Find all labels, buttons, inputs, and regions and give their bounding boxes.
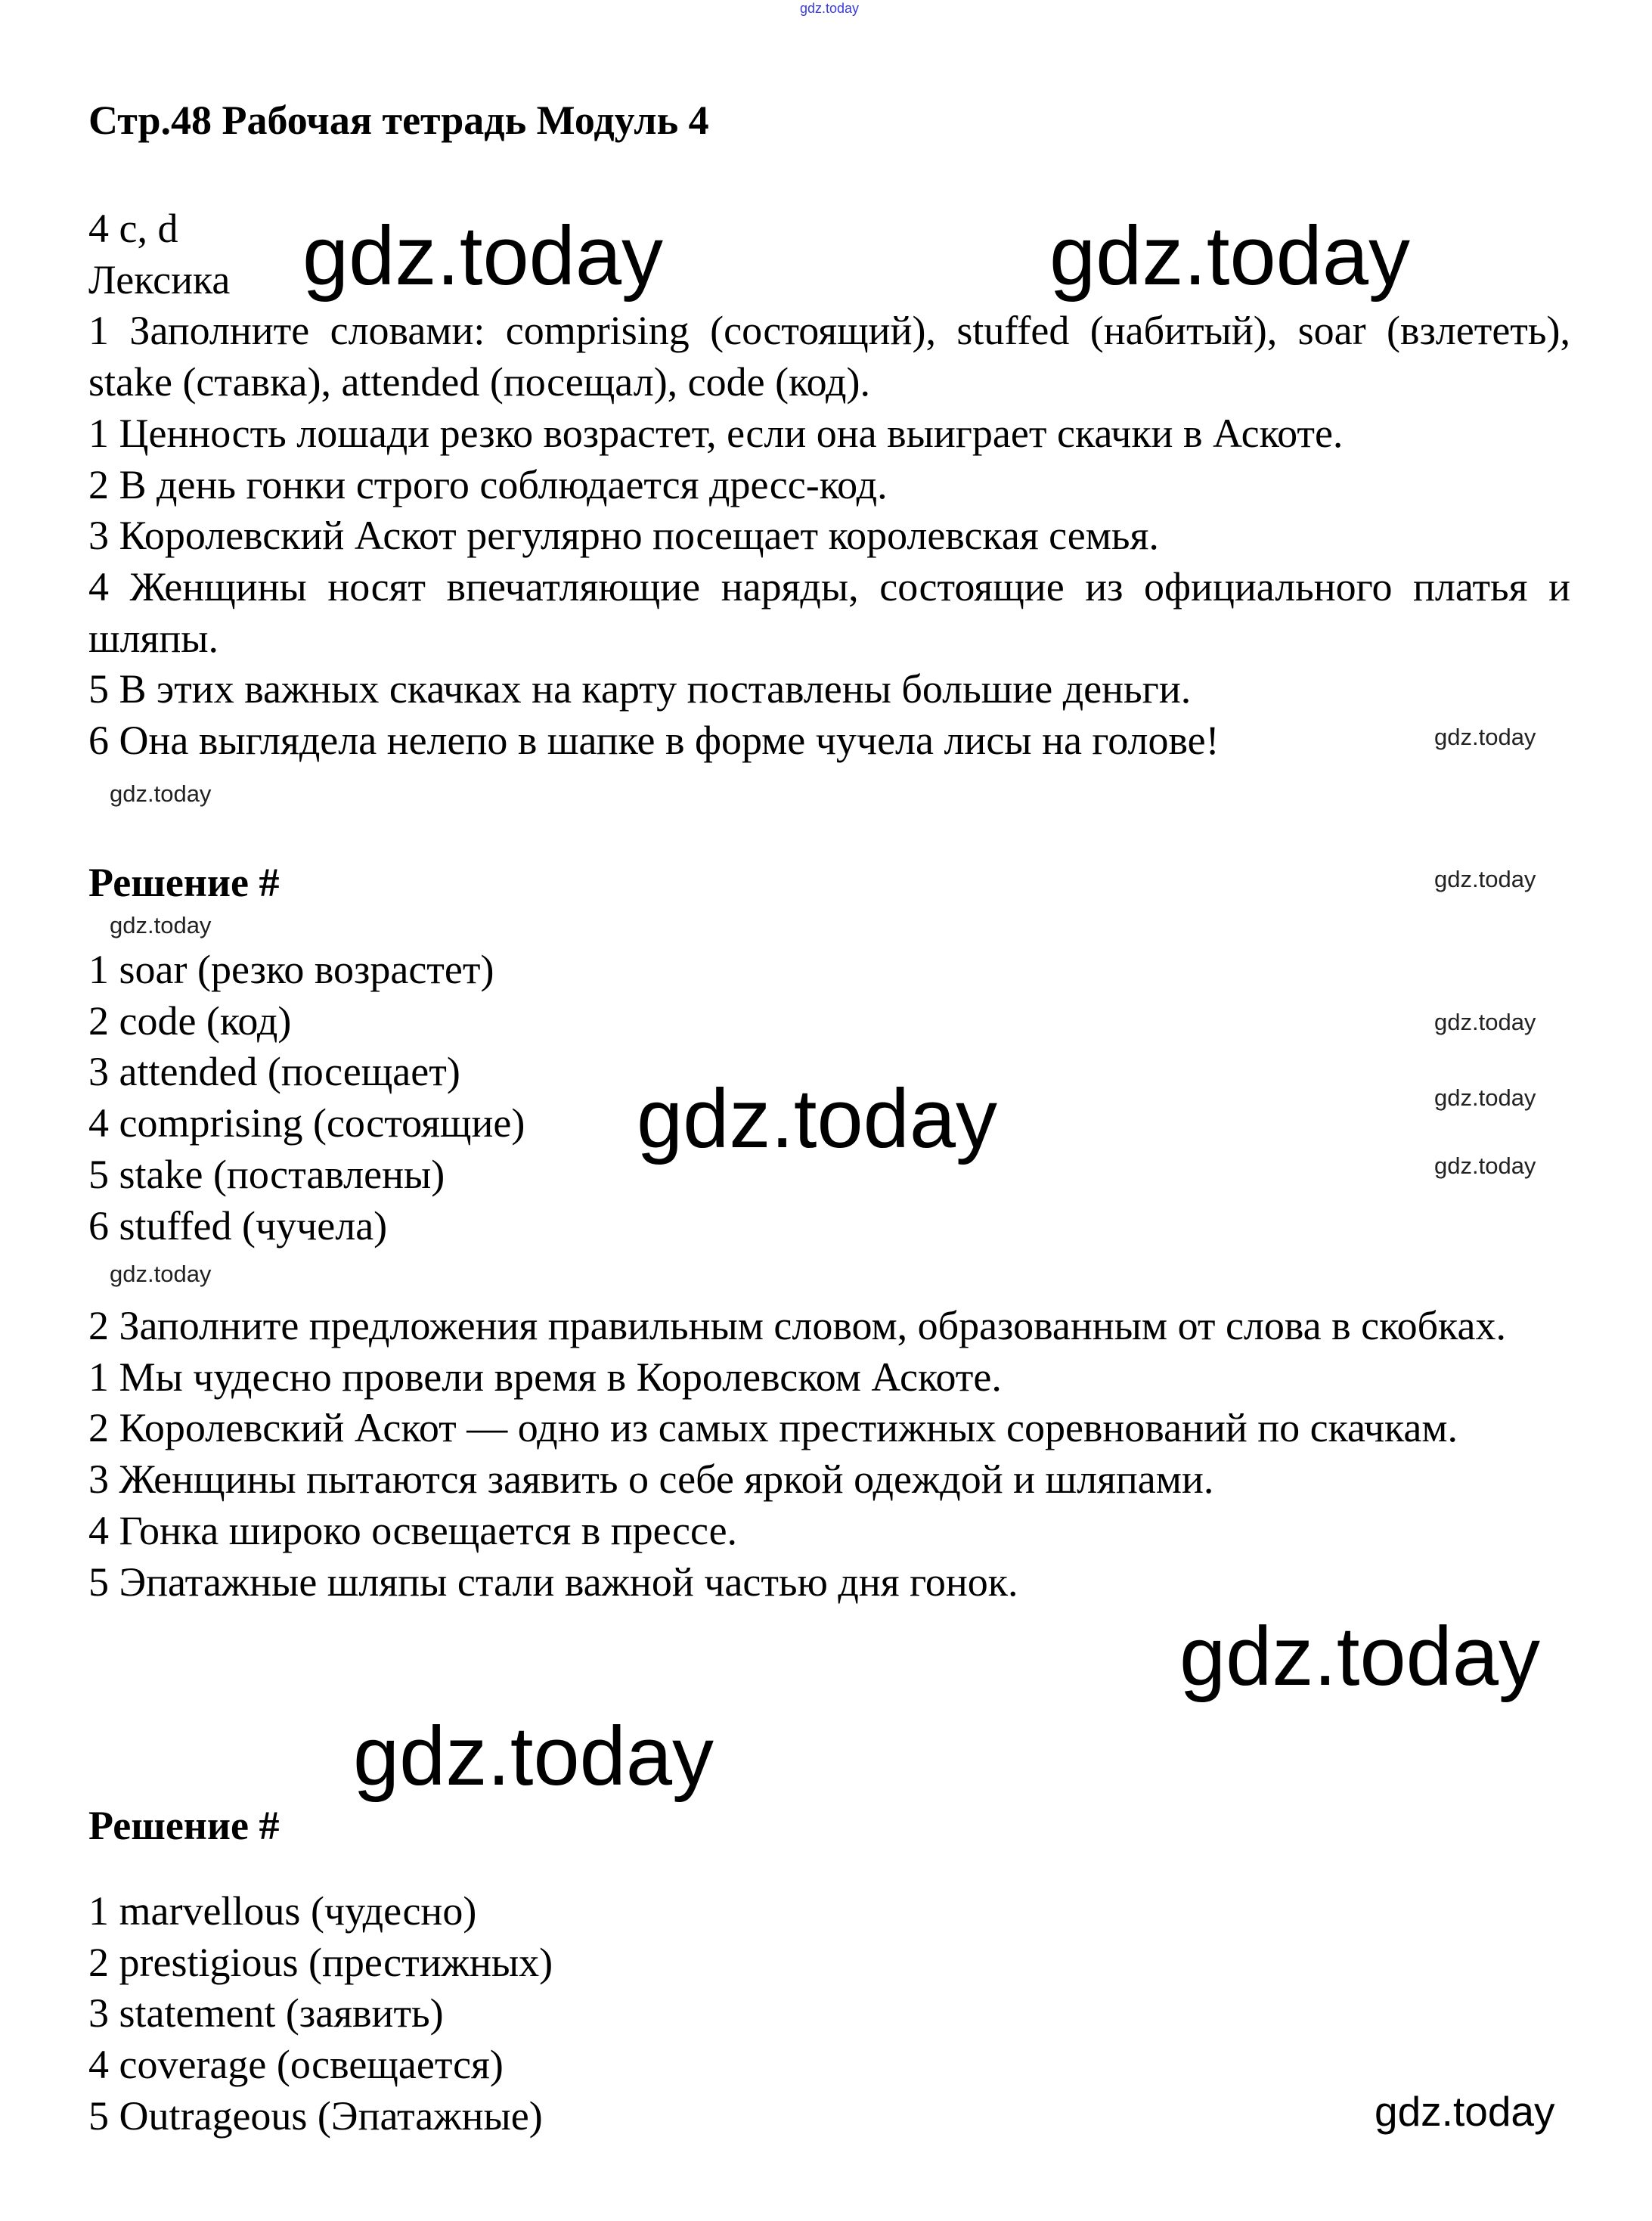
task2-instruction: 2 Заполните предложения правильным словом, образованным от слова в скобках. [88,1303,1506,1348]
task2-answers [88,1886,1570,2142]
section-label: 4 c, d [88,206,178,251]
answer-item: 3 attended (посещает) [88,1049,460,1095]
watermark: gdz.today [1179,1610,1541,1703]
watermark-top: gdz.today [800,1,860,16]
task1-instruction: 1 Заполните словами: comprising (состоящий), stuffed (набитый), soar (взлететь), stake (ставка), attended (посещал), code (код). [88,308,1570,405]
answer-item: 3 statement (заявить) [88,1990,444,2036]
task1-item: 3 Королевский Аскот регулярно посещает королевская семья. [88,513,1159,559]
watermark: gdz.today [353,1710,714,1803]
answer-item: 6 stuffed (чучела) [88,1202,388,1249]
answer-item: 5 Outrageous (Эпатажные) [88,2092,543,2139]
task1-item: 2 В день гонки строго соблюдается дресс-код. [88,461,888,507]
answer-item: 5 stake (поставлены) [88,1151,445,1197]
watermark: gdz.today [110,780,212,807]
task2-item: 3 Женщины пытаются заявить о себе яркой одеждой и шляпами. [88,1456,1214,1503]
watermark: gdz.today [637,1072,998,1165]
answer-item: 1 soar (резко возрастет) [88,947,494,992]
task2-block [88,1301,1570,1608]
page-title: Стр.48 Рабочая тетрадь Модуль 4 [88,98,709,143]
task1-item: 6 Она выглядела нелепо в шапке в форме чучела лисы на голове! [88,718,1220,764]
solution2-heading: Решение # [88,1803,280,1848]
watermark: gdz.today [1434,724,1536,750]
task1-item: 5 В этих важных скачках на карту поставлены большие деньги. [88,666,1192,712]
watermark: gdz.today [1434,1009,1536,1035]
answer-item: 2 code (код) [88,997,292,1044]
task2-item: 5 Эпатажные шляпы стали важной частью дня гонок. [88,1559,1018,1605]
solution1-heading: Решение # [88,860,280,905]
answer-item: 4 comprising (состоящие) [88,1100,525,1146]
answer-item: 2 prestigious (престижных) [88,1939,553,1985]
task2-item: 4 Гонка широко освещается в прессе. [88,1507,738,1553]
task2-item: 2 Королевский Аскот — одно из самых престижных соревнований по скачкам. [88,1405,1458,1451]
task1-item: 1 Ценность лошади резко возрастет, если она выиграет скачки в Аскоте. [88,410,1344,456]
watermark: gdz.today [302,209,664,302]
answer-item: 1 marvellous (чудесно) [88,1888,477,1934]
topic-label: Лексика [88,256,231,302]
watermark: gdz.today [110,1261,212,1287]
watermark: gdz.today [1049,209,1411,302]
watermark: gdz.today [1434,1084,1536,1111]
watermark: gdz.today [1434,1152,1536,1179]
watermark: gdz.today [110,912,212,938]
task1-item: 4 Женщины носят впечатляющие наряды, состоящие из официального платья и шляпы. [88,563,1570,661]
watermark: gdz.today [1375,2088,1555,2135]
watermark: gdz.today [1434,866,1536,892]
answer-item: 4 coverage (освещается) [88,2042,504,2088]
task2-item: 1 Мы чудесно провели время в Королевском Аскоте. [88,1354,1002,1400]
